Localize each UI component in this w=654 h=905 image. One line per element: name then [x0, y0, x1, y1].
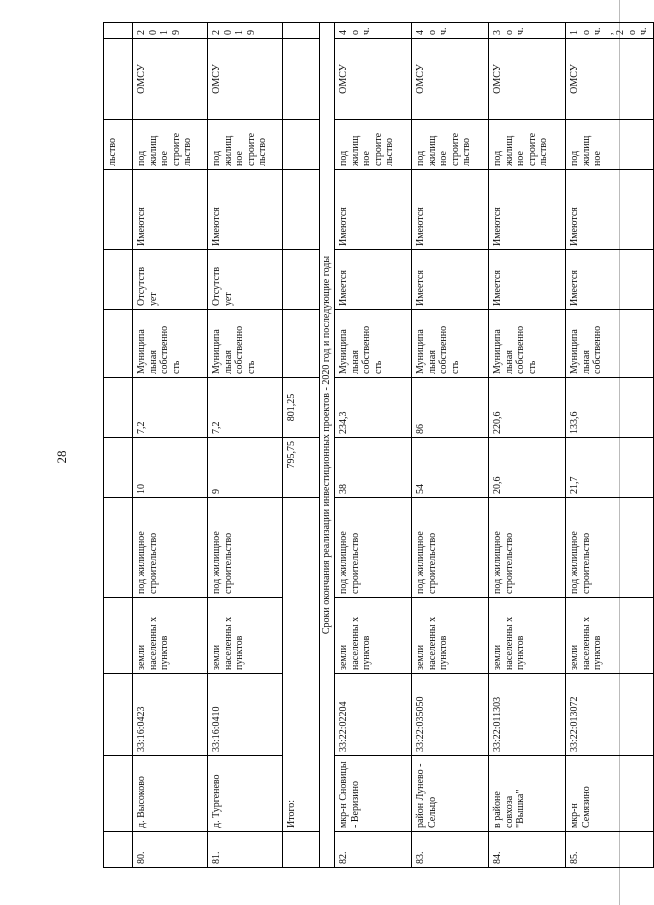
- cell-ownership: Муниципа льная собственно: [566, 310, 654, 378]
- cell-term: 4 оч.: [335, 23, 412, 39]
- section-header-row: [320, 23, 335, 868]
- cell-empty: [104, 498, 133, 598]
- cell-empty: [104, 674, 133, 756]
- cell-empty: [283, 120, 320, 170]
- cell-area: 7,2: [133, 378, 208, 438]
- cell-status: Имеется: [566, 250, 654, 310]
- cell-availability: Имеются: [489, 170, 566, 250]
- cell-ownership: Муниципа льная собственно сть: [489, 310, 566, 378]
- cell-cadastral: 33:16:0423: [133, 674, 208, 756]
- investment-sites-table: [103, 22, 654, 868]
- cell-responsible: ОМСУ: [335, 39, 412, 120]
- cell-count: 20,6: [489, 438, 566, 498]
- cell-count: 21,7: [566, 438, 654, 498]
- cell-empty: [104, 438, 133, 498]
- cell-area: 220,6: [489, 378, 566, 438]
- cell-ownership: Муниципа льная собственно сть: [208, 310, 283, 378]
- cell-purpose: под жилищ ное строите льство: [208, 120, 283, 170]
- cell-cadastral: 33:16:0410: [208, 674, 283, 756]
- cell-number: 80.: [133, 832, 208, 868]
- cell-empty: [104, 756, 133, 832]
- cell-responsible: ОМСУ: [489, 39, 566, 120]
- cell-land-category: земли населенны х пунктов: [133, 598, 208, 674]
- table-row-continuation: [104, 23, 133, 868]
- cell-empty: [104, 170, 133, 250]
- cell-area: 7,2: [208, 378, 283, 438]
- rotated-table-container: [103, 23, 649, 868]
- cell-purpose: под жилищ ное строите льство: [133, 120, 208, 170]
- cell-number: 82.: [335, 832, 412, 868]
- cell-count: 10: [133, 438, 208, 498]
- cell-land-category: земли населенны х пунктов: [412, 598, 489, 674]
- cell-status: Отсутств ует: [133, 250, 208, 310]
- cell-term: 2019: [133, 23, 208, 39]
- cell-locality: в районе совхоза "Вышка": [489, 756, 566, 832]
- cell-land-category: земли населенны х пунктов: [335, 598, 412, 674]
- cell-term: 3 оч.: [489, 23, 566, 39]
- cell-ownership: Муниципа льная собственно сть: [133, 310, 208, 378]
- section-header: Сроки окончания реализации инвестиционных проектов - 2020 год и последующие годы: [320, 23, 335, 868]
- cell-count: 38: [335, 438, 412, 498]
- cell-empty: [283, 832, 320, 868]
- cell-purpose: под жилищ ное строите льство: [489, 120, 566, 170]
- cell-area: 133,6: [566, 378, 654, 438]
- cell-empty: [283, 310, 320, 378]
- cell-availability: Имеются: [208, 170, 283, 250]
- cell-empty: [104, 310, 133, 378]
- cell-responsible: ОМСУ: [412, 39, 489, 120]
- cell-total-count: 795,75: [283, 438, 320, 498]
- cell-land-use: под жилищное строительство: [335, 498, 412, 598]
- table-row: [412, 23, 489, 868]
- cell-empty: [104, 598, 133, 674]
- cell-availability: Имеются: [335, 170, 412, 250]
- cell-empty: [283, 23, 320, 39]
- cell-term: 4 оч.: [412, 23, 489, 39]
- cell-empty: [104, 832, 133, 868]
- cell-land-category: земли населенны х пунктов: [566, 598, 654, 674]
- cell-land-use: под жилищное строительство: [208, 498, 283, 598]
- cell-status: Имеется: [412, 250, 489, 310]
- cell-empty: [104, 378, 133, 438]
- cell-land-use: под жилищное строительство: [412, 498, 489, 598]
- cell-ownership: Муниципа льная собственно сть: [335, 310, 412, 378]
- cell-count: 9: [208, 438, 283, 498]
- cell-locality: д. Тургенево: [208, 756, 283, 832]
- page-number: 28: [54, 450, 69, 464]
- cell-purpose: под жилищ ное строите льство: [335, 120, 412, 170]
- table-row: [489, 23, 566, 868]
- cell-cadastral: 33:22:02204: [335, 674, 412, 756]
- cell-number: 83.: [412, 832, 489, 868]
- cell-term: 2019: [208, 23, 283, 39]
- table-row: [335, 23, 412, 868]
- cell-number: 85.: [566, 832, 654, 868]
- cell-cadastral: 33:22:011303: [489, 674, 566, 756]
- cell-land-category: земли населенны х пунктов: [489, 598, 566, 674]
- cell-purpose-fragment: льство: [104, 120, 133, 170]
- cell-empty: [283, 39, 320, 120]
- cell-cadastral: 33:22:013072: [566, 674, 654, 756]
- cell-locality: мкр-н Сновицы - Веризино: [335, 756, 412, 832]
- table-row: [566, 23, 654, 868]
- table-row-total: [283, 23, 320, 868]
- cell-land-use: под жилищное строительство: [133, 498, 208, 598]
- cell-status: Имеется: [489, 250, 566, 310]
- cell-total-label: Итого:: [283, 498, 320, 832]
- cell-status: Отсутств ует: [208, 250, 283, 310]
- cell-land-use: под жилищное строительство: [566, 498, 654, 598]
- cell-purpose: под жилищ ное строите льство: [412, 120, 489, 170]
- cell-land-category: земли населенны х пунктов: [208, 598, 283, 674]
- cell-responsible: ОМСУ: [208, 39, 283, 120]
- cell-locality: район Лунево - Сельцо: [412, 756, 489, 832]
- cell-responsible: ОМСУ: [133, 39, 208, 120]
- cell-cadastral: 33:22:035050: [412, 674, 489, 756]
- cell-count: 54: [412, 438, 489, 498]
- cell-responsible: ОМСУ: [566, 39, 654, 120]
- cell-area: 234,3: [335, 378, 412, 438]
- cell-locality: мкр-н Семязино: [566, 756, 654, 832]
- cell-area: 86: [412, 378, 489, 438]
- cell-ownership: Муниципа льная собственно сть: [412, 310, 489, 378]
- table-row: [208, 23, 283, 868]
- cell-status: Имеется: [335, 250, 412, 310]
- cell-empty: [283, 170, 320, 250]
- cell-empty: [104, 23, 133, 39]
- cell-purpose: под жилищ ное: [566, 120, 654, 170]
- cell-total-area: 801,25: [283, 378, 320, 438]
- cell-empty: [104, 39, 133, 120]
- cell-number: 84.: [489, 832, 566, 868]
- cell-term: 1 оч., 2 оч.: [566, 23, 654, 39]
- cell-number: 81.: [208, 832, 283, 868]
- table-row: [133, 23, 208, 868]
- cell-availability: Имеются: [566, 170, 654, 250]
- cell-locality: д. Высоково: [133, 756, 208, 832]
- cell-land-use: под жилищное строительство: [489, 498, 566, 598]
- cell-availability: Имеются: [133, 170, 208, 250]
- cell-empty: [104, 250, 133, 310]
- cell-availability: Имеются: [412, 170, 489, 250]
- cell-empty: [283, 250, 320, 310]
